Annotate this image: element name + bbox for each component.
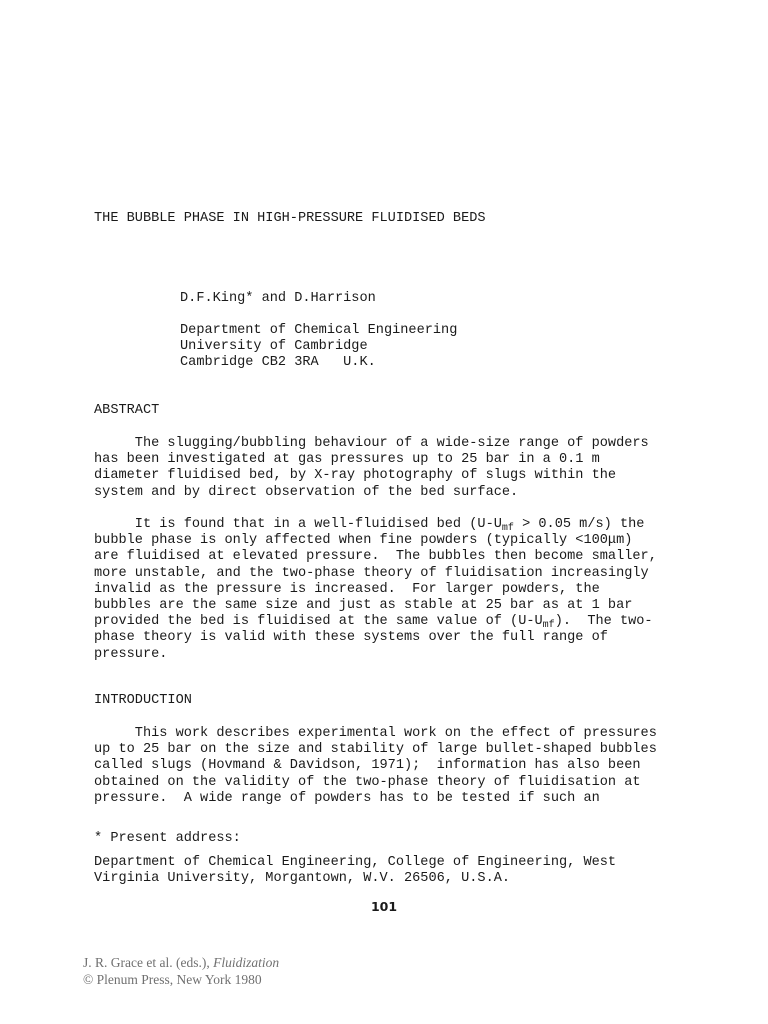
text-line	[94, 517, 657, 533]
text-line: obtained on the validity of the two-phase theory of fluidisation at	[94, 774, 641, 790]
text-line	[94, 614, 657, 630]
footnote-body	[94, 855, 616, 887]
publication-credit	[83, 954, 279, 988]
text-line: system and by direct observation of the bed surface.	[94, 484, 519, 500]
text-line: Department of Chemical Engineering, College of Engineering, West	[94, 855, 617, 870]
text-fragment: provided the bed is fluidised at the same value of (U-U	[94, 614, 543, 630]
abstract-heading: ABSTRACT	[94, 403, 160, 418]
subscript: mf	[542, 620, 555, 632]
introduction-heading: INTRODUCTION	[94, 693, 192, 708]
text-line: This work describes experimental work on the effect of pressures	[94, 726, 657, 741]
text-fragment: ). The two-	[554, 614, 653, 630]
text-line: Virginia University, Morgantown, W.V. 26506, U.S.A.	[94, 871, 511, 887]
credit-editors: J. R. Grace et al. (eds.),	[83, 955, 214, 970]
footnote-marker: * Present address:	[94, 831, 241, 846]
abstract-paragraph-2	[94, 517, 657, 663]
credit-line: © Plenum Press, New York 1980	[83, 972, 262, 987]
affiliation-line: Department of Chemical Engineering	[180, 323, 458, 338]
text-line: are fluidised at elevated pressure. The bubbles then become smaller,	[94, 549, 657, 565]
abstract-paragraph-1	[94, 436, 649, 501]
text-line: pressure. A wide range of powders has to be tested if such an	[94, 790, 600, 806]
page-number: 101	[370, 899, 398, 914]
text-line: bubbles are the same size and just as stable at 25 bar as at 1 bar	[94, 598, 633, 614]
text-fragment: > 0.05 m/s) the	[513, 517, 645, 532]
credit-line	[83, 954, 279, 971]
credit-book-title: Fluidization	[213, 955, 280, 970]
author-list: D.F.King* and D.Harrison	[180, 291, 376, 306]
text-line: phase theory is valid with these systems over the full range of	[94, 630, 608, 646]
text-line: more unstable, and the two-phase theory of fluidisation increasingly	[94, 565, 649, 581]
paper-title: THE BUBBLE PHASE IN HIGH-PRESSURE FLUIDISED BEDS	[94, 211, 486, 226]
affiliation-line: University of Cambridge	[180, 339, 368, 355]
text-fragment: It is found that in a well-fluidised bed (U-U	[94, 517, 502, 532]
text-line: pressure.	[94, 646, 168, 662]
introduction-paragraph	[94, 726, 657, 807]
text-line: diameter fluidised bed, by X-ray photography of slugs within the	[94, 468, 617, 484]
subscript: mf	[501, 523, 514, 534]
text-line: called slugs (Hovmand & Davidson, 1971); information has also been	[94, 758, 641, 774]
affiliation-line: Cambridge CB2 3RA U.K.	[180, 355, 376, 371]
text-line: bubble phase is only affected when fine powders (typically <100μm)	[94, 533, 633, 549]
text-line: The slugging/bubbling behaviour of a wide-size range of powders	[94, 436, 649, 451]
affiliation	[180, 323, 457, 372]
text-line: invalid as the pressure is increased. For larger powders, the	[94, 581, 600, 597]
text-line: has been investigated at gas pressures up to 25 bar in a 0.1 m	[94, 452, 600, 468]
text-line: up to 25 bar on the size and stability of large bullet-shaped bubbles	[94, 742, 657, 758]
